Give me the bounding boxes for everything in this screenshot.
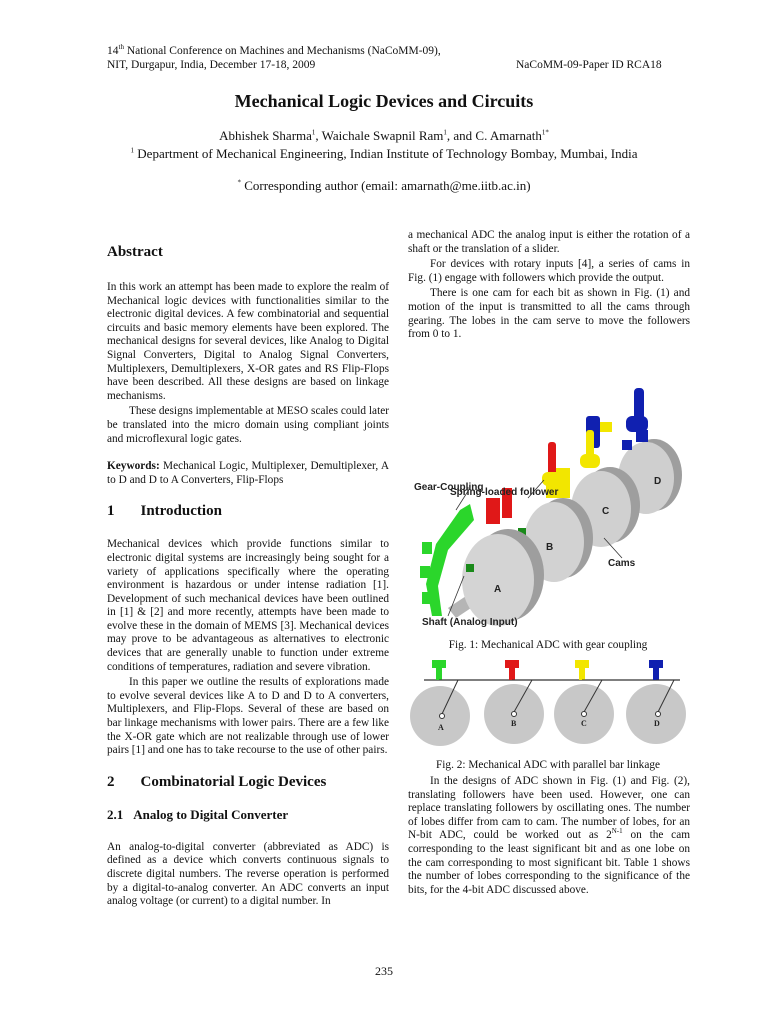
fig1-cam-d-label: D [654, 476, 662, 487]
fig1-label-shaft: Shaft (Analog Input) [422, 617, 518, 628]
fig2-cam-a-label: A [438, 723, 444, 732]
conference-line: 14th National Conference on Machines and Mechanisms (NaCoMM-09), [107, 43, 441, 57]
fig1-label-gear: Gear-Coupling [414, 482, 484, 493]
right-column [408, 229, 690, 342]
paper-id: NaCoMM-09-Paper ID RCA18 [516, 59, 662, 71]
right-column-lower [408, 775, 690, 897]
fig2-caption: Fig. 2: Mechanical ADC with parallel bar linkage [436, 759, 660, 771]
authors: Abhishek Sharma$^1$, Waichale Swapnil Ram$^1$, and C. Amarnath$^{1*}$ [219, 128, 549, 143]
fig1-cam-b-label: B [546, 542, 554, 553]
abstract-heading: Abstract [107, 244, 163, 260]
right-p1: a mechanical ADC the analog input is either the rotation of a shaft or the translation of a slider. [408, 229, 690, 255]
left-column [107, 244, 389, 909]
fig2-cam-d [626, 660, 686, 744]
corresponding-author: * Corresponding author (email: amarnath@me.iitb.ac.in) [237, 178, 531, 193]
keywords: Keywords: Mechanical Logic, Multiplexer, Demultiplexer, A to D and D to A Converters, Flip-Flops [107, 460, 389, 486]
fig2-cam-b [484, 660, 544, 744]
section2-heading: 2 Combinatorial Logic Devices [107, 773, 327, 790]
section2-1-heading: 2.1 Analog to Digital Converter [107, 806, 289, 822]
right-p3: There is one cam for each bit as shown in Fig. (1) and motion of the input is transmitted to all the cams through gearing. The lobes in the cam serve to move the followers from 0 to 1. [408, 287, 690, 341]
fig1-label-spring: Spring-loaded follower [450, 487, 559, 498]
affiliation: $^1$ Department of Mechanical Engineering, Indian Institute of Technology Bombay, Mumbai, India [130, 146, 638, 161]
section2-p1: An analog-to-digital converter (abbreviated as ADC) is defined as a device which converts continuous signals to discrete digital numbers. The reverse operation is performed by a digital-to-analog converter. An ADC converts an input analog voltage (or current) to a digital number. In [107, 840, 389, 908]
fig2-illustration [408, 658, 688, 748]
right-p4: In the designs of ADC shown in Fig. (1) and Fig. (2), translating followers have been used. However, one can replace translating followers by oscillating ones. The number of lobes differ from cam to cam. The number of lobes, for an N-bit ADC, could be worked out as $2^{N-1}$ on the cam corresponding to the least significant bit and as one lobe on the cam corresponding to most significant bit. Table 1 shows the number of lobes corresponding to the significance of the bits, for the 4-bit ADC discussed above. [408, 775, 690, 896]
fig1-caption: Fig. 1: Mechanical ADC with gear coupling [448, 639, 648, 651]
conference-venue: NIT, Durgapur, India, December 17-18, 2009 [107, 59, 316, 71]
intro-heading: 1 Introduction [107, 503, 222, 520]
fig1-cam-c-label: C [602, 506, 610, 517]
intro-p1: Mechanical devices which provide functions similar to electronic digital systems are increasingly being sought for a variety of applications specifically where the operating environment is hazardous or under intense radiation [1]. Development of such mechanical devices have been outlined in [1] & [2] and more recently, attempts have been made to evolve these in the domain of MEMS [3]. Mechanical devices may prove to be advantageous as alternatives to electronic devices that are generally unable to function under extreme conditions of temperatures, radiation and severe vibration. [107, 538, 389, 673]
abstract-p1: In this work an attempt has been made to explore the realm of Mechanical logic devices with functionalities similar to the electronic digital devices. A few combinatorial and sequential circuits and basic memory elements have been explored. The mechanical designs for several devices, like Analog to Digital Signal Converters, Digital to Analog Signal Converters, Multiplexers, Demultiplexers, X-OR gates and RS Flip-Flops have been described. All these designs are based on linkage mechanisms. [107, 281, 389, 402]
fig2-cam-b-label: B [511, 719, 517, 728]
fig2-cam-d-label: D [654, 719, 660, 728]
fig2-cam-c-label: C [581, 719, 587, 728]
fig1-illustration [408, 380, 688, 628]
abstract-p2: These designs implementable at MESO scales could later be translated into the micro domain using compliant joints and microflexural logic gates. [107, 405, 389, 445]
right-p2: For devices with rotary inputs [4], a series of cams in Fig. (1) engage with followers which provide the output. [408, 258, 690, 284]
fig2-cam-a [410, 660, 470, 746]
fig2-cam-c [554, 660, 614, 744]
fig1-cam-a-label: A [494, 584, 502, 595]
page-number: 235 [375, 964, 393, 978]
intro-p2: In this paper we outline the results of explorations made to evolve several devices like A to D and D to A converters, Multiplexers, and Flip-Flops. Several of these are based on bar linkage mechanisms with lower pairs. There are a few like the X-OR gate which are not realizable through use of lower pairs [1] and one has to take recourse to the use of other pairs. [107, 676, 389, 757]
figure-2 [408, 658, 688, 771]
paper-title: Mechanical Logic Devices and Circuits [234, 91, 534, 111]
fig1-label-cams: Cams [608, 558, 636, 569]
figure-1 [408, 380, 688, 651]
